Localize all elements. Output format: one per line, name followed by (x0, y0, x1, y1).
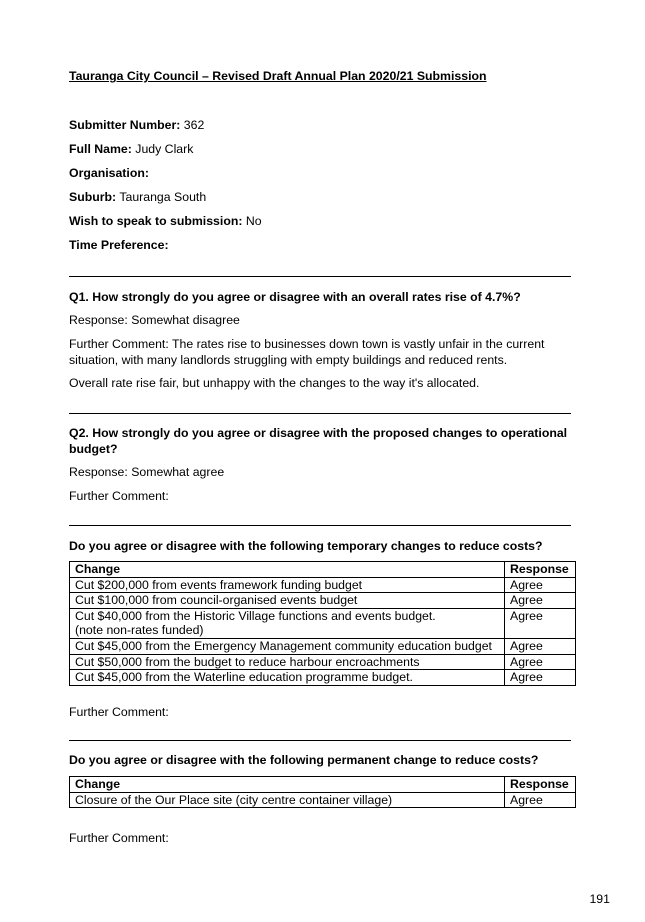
divider (69, 740, 571, 741)
temporary-changes-question: Do you agree or disagree with the following temporary changes to reduce costs? (69, 539, 543, 553)
table-row (70, 670, 576, 686)
q1-response: Response: Somewhat disagree (69, 313, 240, 327)
change-cell: Cut $200,000 from events framework funding budget (70, 577, 505, 593)
permanent-change-question: Do you agree or disagree with the following permanent change to reduce costs? (69, 753, 539, 767)
full-name (69, 142, 193, 156)
change-cell: Cut $100,000 from council-organised events budget (70, 593, 505, 609)
response-cell: Agree (505, 577, 576, 593)
change-cell: Cut $50,000 from the budget to reduce harbour encroachments (70, 654, 505, 670)
time-preference (69, 238, 169, 252)
organisation (69, 166, 149, 180)
submitter-number-label: Submitter Number: (69, 118, 181, 132)
wish-to-speak (69, 214, 262, 228)
submitter-number-value: 362 (180, 118, 205, 132)
q1-comment: Further Comment: The rates rise to businesses down town is vastly unfair in the current situation, with many landlords struggling with empty buildings and reduced rents. (69, 337, 545, 367)
table-row (70, 654, 576, 670)
suburb (69, 190, 206, 204)
change-cell (70, 608, 505, 638)
document-title: Tauranga City Council – Revised Draft Annual Plan 2020/21 Submission (69, 69, 487, 83)
q1-question: Q1. How strongly do you agree or disagree with an overall rates rise of 4.7%? (69, 290, 521, 304)
response-cell: Agree (505, 608, 576, 638)
table-row (70, 608, 576, 638)
table-row (70, 638, 576, 654)
change-cell: Cut $45,000 from the Emergency Management community education budget (70, 638, 505, 654)
permanent-comment: Further Comment: (69, 831, 169, 845)
q1-comment-extra: Overall rate rise fair, but unhappy with the changes to the way it's allocated. (69, 376, 480, 390)
column-header-change: Change (70, 562, 505, 578)
change-cell: Cut $45,000 from the Waterline education programme budget. (70, 670, 505, 686)
change-note: (note non-rates funded) (75, 623, 204, 638)
change-text: Cut $40,000 from the Historic Village functions and events budget. (75, 608, 436, 623)
table-header-row (70, 562, 576, 578)
response-cell: Agree (505, 670, 576, 686)
q2-comment: Further Comment: (69, 489, 169, 503)
q2-response: Response: Somewhat agree (69, 465, 225, 479)
suburb-label: Suburb: (69, 190, 117, 204)
suburb-value: Tauranga South (116, 190, 207, 204)
wish-to-speak-label: Wish to speak to submission: (69, 214, 243, 228)
table-row (70, 792, 576, 808)
temporary-changes-table (69, 561, 576, 686)
response-cell: Agree (505, 593, 576, 609)
wish-to-speak-value: No (242, 214, 262, 228)
organisation-label: Organisation: (69, 166, 149, 180)
full-name-value: Judy Clark (131, 142, 194, 156)
response-cell: Agree (505, 638, 576, 654)
divider (69, 525, 571, 526)
response-cell: Agree (505, 792, 576, 808)
submitter-number (69, 118, 204, 132)
column-header-response: Response (505, 562, 576, 578)
q2-question: Q2. How strongly do you agree or disagree with the proposed changes to operational budget? (69, 426, 568, 456)
time-preference-label: Time Preference: (69, 238, 169, 252)
table-header-row (70, 777, 576, 793)
temporary-comment: Further Comment: (69, 705, 169, 719)
page-number: 191 (589, 892, 610, 906)
column-header-response: Response (505, 777, 576, 793)
table-row (70, 577, 576, 593)
response-cell: Agree (505, 654, 576, 670)
permanent-change-table (69, 776, 576, 808)
divider (69, 276, 571, 277)
divider (69, 413, 571, 414)
column-header-change: Change (70, 777, 505, 793)
table-row (70, 593, 576, 609)
change-cell: Closure of the Our Place site (city centre container village) (70, 792, 505, 808)
full-name-label: Full Name: (69, 142, 132, 156)
